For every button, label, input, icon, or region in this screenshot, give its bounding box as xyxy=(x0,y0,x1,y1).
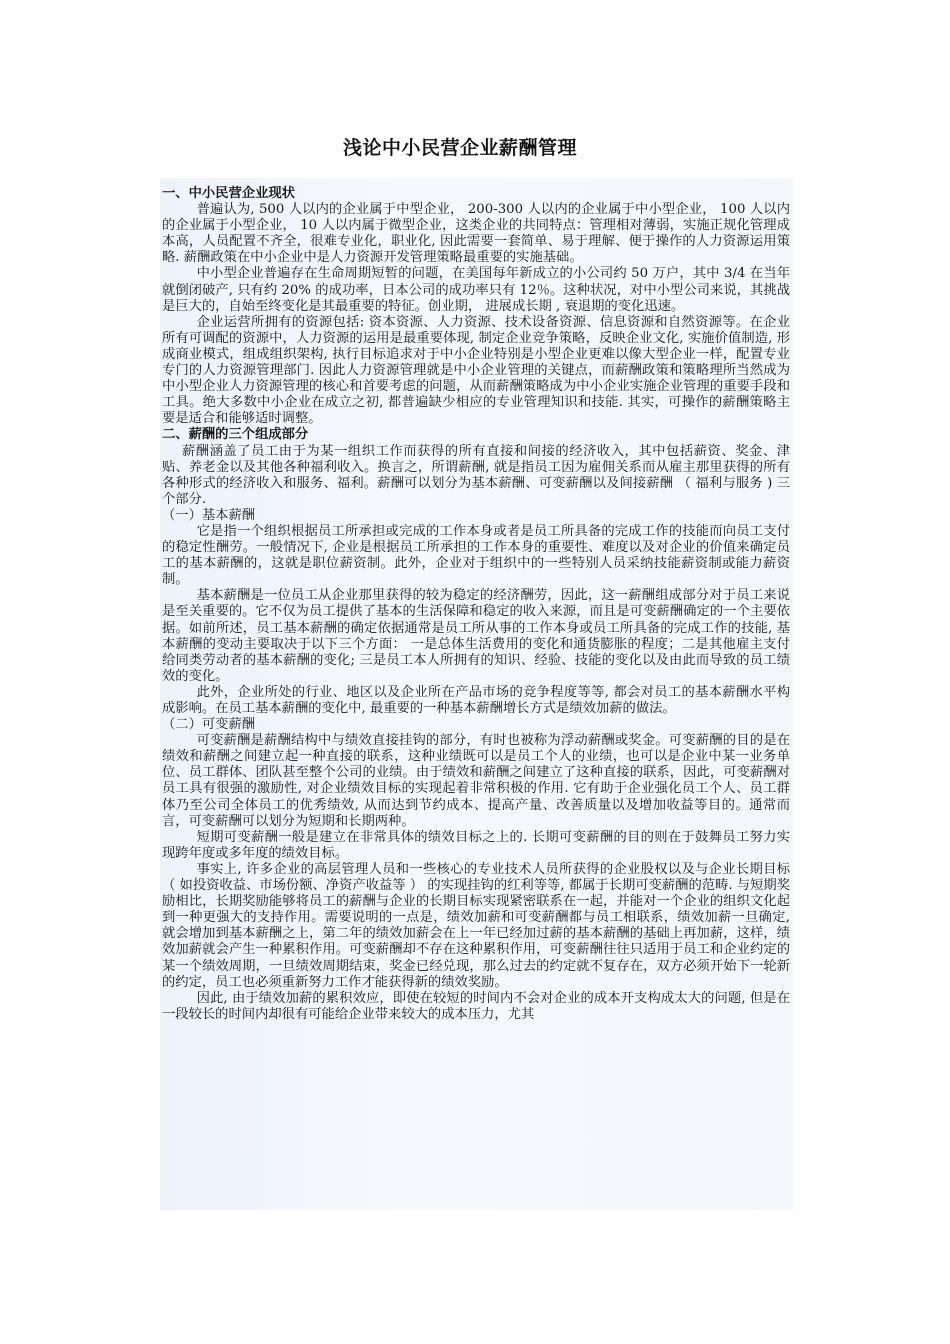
body-paragraph: 可变薪酬是薪酬结构中与绩效直接挂钩的部分，有时也被称为浮动薪酬或奖金。可变薪酬的目的是在绩效和薪酬之间建立起一种直接的联系，这种业绩既可以是员工个人的业绩，也可以是企业中某一业务单位、员工群体、团队甚至整个公司的业绩。由于绩效和薪酬之间建立了这种直接的联系，因此，可变薪酬对员工具有很强的激励性, 对企业绩效目标的实现起着非常积极的作用. 它有助于企业强化员工个人、员工群体乃至公司全体员工的优秀绩效, 从而达到节约成本、提高产量、改善质量以及增加收益等目的。通常而言，可变薪酬可以划分为短期和长期两种。 xyxy=(162,733,790,829)
body-paragraph: 基本薪酬是一位员工从企业那里获得的较为稳定的经济酬劳，因此，这一薪酬组成部分对于员工来说是至关重要的。它不仅为员工提供了基本的生活保障和稳定的收入来源，而且是可变薪酬确定的一个主要依据。如前所述，员工基本薪酬的确定依据通常是员工所从事的工作本身或员工所具备的完成工作的技能, 基本薪酬的变动主要取决于以下三个方面： 一是总体生活费用的变化和通货膨胀的程度；二是其他雇主支付给同类劳动者的基本薪酬的变化; 三是员工本人所拥有的知识、经验、技能的变化以及由此而导致的员工绩效的变化。 xyxy=(162,588,790,684)
subsection-heading: （二）可变薪酬 xyxy=(162,717,256,733)
body-paragraph: 因此, 由于绩效加薪的累积效应，即使在较短的时间内不会对企业的成本开支构成太大的问题, 但是在一段较长的时间内却很有可能给企业带来较大的成本压力，尤其 xyxy=(162,990,790,1022)
section-heading: 二、薪酬的三个组成部分 xyxy=(162,427,309,443)
document-body xyxy=(162,186,790,1023)
body-paragraph: 它是指一个组织根据员工所承担或完成的工作本身或者是员工所具备的完成工作的技能而向员工支付的稳定性酬劳。一般情况下, 企业是根据员工所承担的工作本身的重要性、难度以及对企业的价值来确定员工的基本薪酬的，这就是职位薪资制。此外，企业对于组织中的一些特别人员采纳技能薪资制或能力薪资制。 xyxy=(162,523,790,588)
body-paragraph: 中小型企业普遍存在生命周期短暂的问题，在美国每年新成立的小公司约 50 万户，其中 3/4 在当年就倒闭破产, 只有约 20% 的成功率，日本公司的成功率只有 12％。这种状况，对中小型公司来说，其挑战是巨大的，自始至终变化是其最重要的特征。创业期， 进展成长期 , 衰退期的变化迅速。 xyxy=(162,266,790,314)
body-paragraph: 此外，企业所处的行业、地区以及企业所在产品市场的竞争程度等等, 都会对员工的基本薪酬水平构成影响。在员工基本薪酬的变化中, 最重要的一种基本薪酬增长方式是绩效加薪的做法。 xyxy=(162,684,790,716)
body-paragraph: 短期可变薪酬一般是建立在非常具体的绩效目标之上的. 长期可变薪酬的目的则在于鼓舞员工努力实现跨年度或多年度的绩效目标。 xyxy=(162,829,790,861)
body-paragraph: 企业运营所拥有的资源包括: 资本资源、人力资源、技术设备资源、信息资源和自然资源等。在企业所有可调配的资源中，人力资源的运用是最重要体现, 制定企业竞争策略，反映企业文化, 实施价值制造, 形成商业模式，组成组织架构, 执行目标追求对于中小企业特别是小型企业更难以像大型企业一样，配置专业专门的人力资源管理部门. 因此人力资源管理就是中小企业管理的关键点，而薪酬政策和策略理所当然成为中小型企业人力资源管理的核心和首要考虑的问题，从而薪酬策略成为中小企业实施企业管理的重要手段和工具。绝大多数中小企业在成立之初, 都普遍缺少相应的专业管理知识和技能. 其实，可操作的薪酬策略主要是适合和能够适时调整。 xyxy=(162,314,790,427)
subsection-heading: （一）基本薪酬 xyxy=(162,507,256,523)
section-heading: 一、中小民营企业现状 xyxy=(162,186,295,201)
body-paragraph: 薪酬涵盖了员工由于为某一组织工作而获得的所有直接和间接的经济收入，其中包括薪资、奖金、津贴、养老金以及其他各种福利收入。换言之，所谓薪酬, 就是指员工因为雇佣关系而从雇主那里获得的所有各种形式的经济收入和服务、福利。薪酬可以划分为基本薪酬、可变薪酬以及间接薪酬 （ 福利与服务 ) 三个部分. xyxy=(162,443,790,507)
document-title: 浅论中小民营企业薪酬管理 xyxy=(342,137,577,159)
body-paragraph: 普遍认为, 500 人以内的企业属于中型企业， 200-300 人以内的企业属于中小型企业， 100 人以内的企业属于小型企业， 10 人以内属于微型企业，这类企业的共同特点：管理相对薄弱，实施正规化管理成本高，人员配置不齐全，很难专业化，职业化, 因此需要一套简单、易于理解、便于操作的人力资源运用策略. 薪酬政策在中小企业中是人力资源开发管理策略最重要的实施基础。 xyxy=(162,202,790,266)
body-paragraph: 事实上, 许多企业的高层管理人员和一些核心的专业技术人员所获得的企业股权以及与企业长期目标 （ 如投资收益、市场份额、净资产收益等 ） 的实现挂钩的红利等等, 都属于长期可变薪酬的范畴. 与短期奖励相比，长期奖励能够将员工的薪酬与企业的长期目标实现紧密联系在一起，并能对一个企业的组织文化起到一种更强大的支持作用。需要说明的一点是，绩效加薪和可变薪酬都与员工相联系，绩效加薪一旦确定, 就会增加到基本薪酬之上，第二年的绩效加薪会在上一年已经加过薪的基本薪酬的基础上再加薪，这样，绩效加薪就会产生一种累积作用。可变薪酬却不存在这种累积作用，可变薪酬往往只适用于员工和企业约定的某一个绩效周期，一旦绩效周期结束，奖金已经兑现，那么过去的约定就不复存在，双方必须开始下一轮新的约定，员工也必须重新努力工作才能获得新的绩效奖励。 xyxy=(162,861,790,990)
